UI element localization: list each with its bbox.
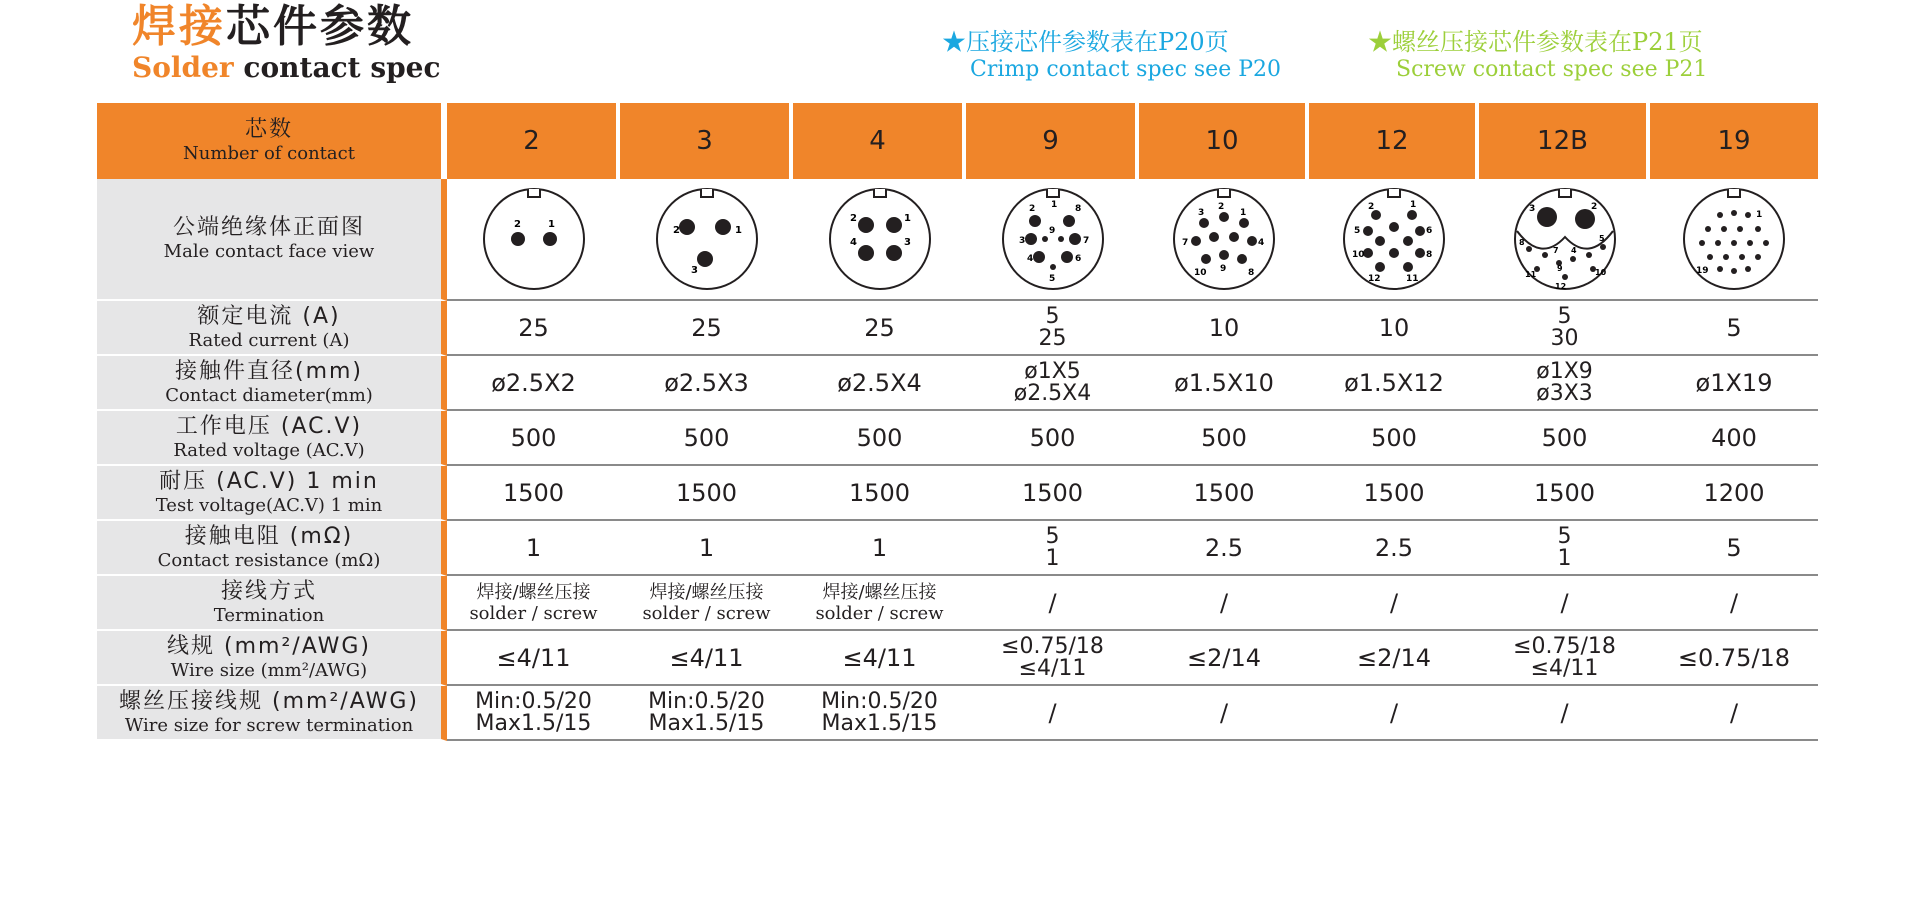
table-cell [1139,411,1309,466]
row-label [97,576,447,631]
cell-value: solder / screw [815,602,944,624]
cell-value: / [1048,698,1057,727]
row-label-en: Rated voltage (AC.V) [173,439,365,461]
cell-value: 25 [691,313,722,342]
cell-value: ≤4/11 [669,643,744,672]
cell-value: 1 [1557,545,1572,571]
table-cell [447,411,620,466]
table-cell [447,686,620,741]
cell-value: ≤4/11 [496,643,571,672]
table-cell [447,576,620,631]
cell-value: 焊接/螺丝压接 [649,581,764,603]
table-row [97,466,1818,521]
contact-face-10-icon [1168,181,1280,293]
table-cell [1309,411,1479,466]
face-view-row [97,179,1818,301]
table-cell [1650,466,1818,521]
table-cell [793,301,966,356]
cell-value: Max1.5/15 [648,710,765,736]
svg-text:4: 4 [1570,245,1577,255]
cell-value: ø3X3 [1536,380,1593,406]
cell-value: ø2.5X4 [837,368,922,397]
header-label-cell [97,103,447,179]
svg-text:9: 9 [1556,263,1563,273]
column-header: 12 [1309,103,1479,179]
row-label-cn: 接触电阻 (mΩ) [184,523,354,549]
contact-face-12b-icon [1509,181,1621,293]
row-label-en: Test voltage(AC.V) 1 min [155,494,383,516]
cell-value: 10 [1208,313,1240,342]
row-label [97,466,447,521]
svg-text:1: 1 [1050,199,1057,210]
table-row [97,411,1818,466]
svg-text:2: 2 [849,212,857,224]
table-cell [1139,301,1309,356]
svg-text:6: 6 [1074,253,1081,264]
cell-value: ø2.5X4 [1013,380,1092,406]
svg-text:4: 4 [1026,253,1033,264]
row-label [97,356,447,411]
table-cell [793,466,966,521]
svg-text:8: 8 [1426,249,1433,260]
svg-text:4: 4 [849,236,857,248]
table-cell [966,686,1139,741]
row-label-cn: 接触件直径(mm) [174,358,364,384]
cell-value: ø2.5X3 [664,368,749,397]
svg-text:3: 3 [903,236,911,248]
column-header: 4 [793,103,966,179]
table-cell [1309,356,1479,411]
cell-value: 500 [510,423,557,452]
table-cell [793,576,966,631]
svg-text:7: 7 [1182,237,1189,248]
svg-text:10: 10 [1594,267,1606,277]
cell-value: 500 [1201,423,1247,452]
cell-value: 1 [698,533,715,562]
contact-face-4-icon [824,181,936,293]
svg-text:2: 2 [513,218,521,230]
cell-value: 1500 [1021,478,1084,507]
svg-text:7: 7 [1082,235,1089,246]
screw-note [1368,28,1707,84]
row-label-cn: 公端绝缘体正面图 [172,215,365,240]
cell-value: ≤0.75/18 [1513,633,1616,659]
cell-value: 500 [1371,423,1417,452]
svg-text:1: 1 [903,212,911,224]
title-cn-rest: 芯件参数 [226,1,414,52]
row-label-cn: 额定电流 (A) [197,303,341,329]
cell-value: ø2.5X2 [491,368,576,397]
face-cell [1650,179,1818,301]
column-header: 19 [1650,103,1818,179]
svg-text:6: 6 [1426,225,1433,236]
svg-text:2: 2 [1028,203,1035,214]
svg-text:8: 8 [1074,203,1081,214]
cell-value: Min:0.5/20 [821,688,938,714]
svg-text:5: 5 [1354,225,1361,236]
svg-text:2: 2 [672,224,680,236]
table-cell [620,301,793,356]
contact-face-19-icon [1678,181,1790,293]
svg-text:12: 12 [1368,273,1381,284]
svg-text:11: 11 [1406,273,1419,284]
cell-value: 1500 [1193,478,1255,507]
row-label [97,631,447,686]
table-cell [793,686,966,741]
svg-text:3: 3 [1528,203,1535,214]
table-cell [1309,521,1479,576]
cell-value: / [1389,698,1399,727]
screw-note-en: Screw contact spec see P21 [1396,57,1708,82]
table-cell [793,411,966,466]
cell-value: / [1219,698,1229,727]
crimp-note [942,28,1281,84]
column-header: 12B [1479,103,1650,179]
cell-value: Min:0.5/20 [475,688,592,714]
table-cell [620,521,793,576]
header-label-en: Number of contact [183,143,355,164]
table-row [97,356,1818,411]
face-cell [447,179,620,301]
table-cell [1139,686,1309,741]
table-cell [447,631,620,686]
column-header: 2 [447,103,620,179]
svg-text:1: 1 [547,218,555,230]
crimp-note-cn: ★压接芯件参数表在P20页 [942,28,1229,56]
cell-value: 2.5 [1204,533,1244,562]
cell-value: 5 [1557,523,1572,549]
cell-value: solder / screw [642,602,771,624]
cell-value: 2.5 [1374,533,1414,562]
cell-value: Max1.5/15 [821,710,938,736]
table-cell [1309,686,1479,741]
table-cell [620,576,793,631]
face-cell [1479,179,1650,301]
table-row [97,576,1818,631]
table-cell [1479,631,1650,686]
cell-value: 30 [1550,325,1579,351]
cell-value: 400 [1711,423,1757,452]
table-cell [966,301,1139,356]
header-label-cn: 芯数 [244,117,293,142]
svg-text:1: 1 [734,224,742,236]
cell-value: / [1560,588,1569,617]
face-cell [1309,179,1479,301]
table-cell [1479,686,1650,741]
column-header: 10 [1139,103,1309,179]
cell-value: 5 [1045,523,1060,549]
cell-value: 5 [1045,303,1060,329]
row-label-en: Contact diameter(mm) [165,384,373,406]
table-row [97,301,1818,356]
face-cell [1139,179,1309,301]
cell-value: 1 [1045,545,1060,571]
svg-text:3: 3 [690,264,698,276]
table-cell [1479,356,1650,411]
cell-value: ø1X5 [1024,358,1081,384]
cell-value: 1 [525,533,542,562]
cell-value: ø1.5X12 [1344,368,1444,397]
cell-value: ≤4/11 [842,643,917,672]
row-label-cn: 螺丝压接线规 (mm²/AWG) [119,688,419,714]
table-cell [447,301,620,356]
table-row [97,521,1818,576]
table-cell [620,686,793,741]
row-label-cn: 耐压 (AC.V) 1 min [159,468,379,494]
table-cell [966,411,1139,466]
svg-text:11: 11 [1524,269,1536,279]
contact-face-3-icon [651,181,763,293]
table-cell [1479,411,1650,466]
cell-value: 1 [871,533,888,562]
column-header: 9 [966,103,1139,179]
cell-value: Min:0.5/20 [648,688,765,714]
table-cell [1139,356,1309,411]
table-cell [447,466,620,521]
cell-value: / [1048,588,1057,617]
table-cell [620,466,793,521]
cell-value: 500 [1029,423,1076,452]
svg-text:9: 9 [1048,225,1055,236]
svg-text:2: 2 [1218,201,1225,212]
cell-value: / [1729,588,1739,617]
table-cell [447,356,620,411]
row-label [97,301,447,356]
page-title-cn [132,2,414,52]
column-header: 3 [620,103,793,179]
cell-value: / [1219,588,1229,617]
cell-value: 焊接/螺丝压接 [476,581,591,603]
svg-text:10: 10 [1194,267,1207,278]
row-label-en: Wire size for screw termination [124,714,414,736]
table-cell [1650,576,1818,631]
cell-value: solder / screw [469,602,598,624]
table-row [97,686,1818,741]
title-cn-highlight: 焊接 [132,1,226,52]
table-cell [1650,521,1818,576]
svg-text:3: 3 [1198,207,1205,218]
svg-text:4: 4 [1258,237,1265,248]
table-cell [1650,356,1818,411]
table-cell [1139,521,1309,576]
cell-value: 25 [1038,325,1067,351]
svg-text:5: 5 [1048,273,1055,284]
table-cell [1309,466,1479,521]
table-cell [620,631,793,686]
title-en-rest: contact spec [233,51,441,84]
svg-text:1: 1 [1410,199,1417,210]
cell-value: 1500 [1533,478,1596,507]
table-cell [1309,576,1479,631]
row-label-en: Wire size (mm²/AWG) [170,659,368,681]
face-cell [793,179,966,301]
row-label-en: Termination [213,604,325,626]
table-cell [793,356,966,411]
table-cell [966,356,1139,411]
table-cell [1309,301,1479,356]
svg-text:7: 7 [1552,245,1559,255]
svg-text:19: 19 [1696,265,1709,276]
cell-value: ø1X9 [1536,358,1593,384]
row-label [97,686,447,741]
page-title-en [132,52,441,84]
table-cell [966,521,1139,576]
cell-value: / [1389,588,1399,617]
cell-value: ≤0.75/18 [1677,643,1791,672]
svg-text:5: 5 [1598,233,1605,243]
svg-text:8: 8 [1518,237,1525,247]
table-cell [966,466,1139,521]
cell-value: 5 [1726,313,1742,342]
table-cell [793,631,966,686]
table-cell [966,576,1139,631]
table-cell [620,411,793,466]
table-cell [1139,631,1309,686]
row-label [97,179,447,301]
cell-value: ≤0.75/18 [1001,633,1104,659]
cell-value: 焊接/螺丝压接 [822,581,937,603]
svg-text:1: 1 [1240,207,1247,218]
contact-face-9-icon [997,181,1109,293]
svg-text:12: 12 [1554,281,1566,291]
cell-value: ≤2/14 [1186,643,1261,672]
crimp-note-en: Crimp contact spec see P20 [970,57,1281,82]
cell-value: ≤4/11 [1018,655,1087,681]
table-cell [447,521,620,576]
row-label [97,411,447,466]
row-label-cn: 接线方式 [220,578,317,604]
table-cell [1479,576,1650,631]
svg-text:1: 1 [1756,209,1763,220]
cell-value: 5 [1726,533,1742,562]
row-label-en: Rated current (A) [188,329,350,351]
table-cell [1650,631,1818,686]
cell-value: 1200 [1703,478,1765,507]
cell-value: Max1.5/15 [475,710,592,736]
cell-value: 500 [856,423,903,452]
row-label-cn: 工作电压 (AC.V) [175,413,363,439]
face-cell [620,179,793,301]
table-row [97,631,1818,686]
cell-value: ≤2/14 [1356,643,1431,672]
table-cell [1650,686,1818,741]
table-cell [1139,576,1309,631]
cell-value: 500 [1541,423,1588,452]
contact-face-2-icon [478,181,590,293]
table-cell [1479,521,1650,576]
table-cell [793,521,966,576]
table-cell [1309,631,1479,686]
face-cell [966,179,1139,301]
screw-note-cn: ★螺丝压接芯件参数表在P21页 [1368,28,1703,56]
table-cell [1139,466,1309,521]
cell-value: 500 [683,423,730,452]
spec-table [97,103,1818,741]
row-label [97,521,447,576]
svg-text:9: 9 [1220,263,1227,274]
cell-value: ≤4/11 [1530,655,1599,681]
svg-text:8: 8 [1248,267,1255,278]
contact-face-12-icon [1338,181,1450,293]
svg-text:2: 2 [1590,201,1597,212]
cell-value: 25 [864,313,895,342]
cell-value: 1500 [848,478,911,507]
row-label-en: Contact resistance (mΩ) [157,549,381,571]
title-en-highlight: Solder [132,51,234,84]
cell-value: 1500 [502,478,565,507]
row-label-cn: 线规 (mm²/AWG) [167,633,371,659]
table-cell [1650,301,1818,356]
table-cell [1479,301,1650,356]
svg-text:10: 10 [1352,249,1365,260]
cell-value: 5 [1557,303,1572,329]
table-header-row [97,103,1818,179]
cell-value: ø1X19 [1695,368,1773,397]
cell-value: 10 [1378,313,1410,342]
cell-value: ø1.5X10 [1174,368,1274,397]
table-cell [1650,411,1818,466]
cell-value: 1500 [1363,478,1425,507]
cell-value: 25 [518,313,549,342]
cell-value: 1500 [675,478,738,507]
table-cell [620,356,793,411]
cell-value: / [1729,698,1739,727]
table-cell [966,631,1139,686]
cell-value: / [1560,698,1569,727]
svg-text:2: 2 [1368,201,1375,212]
row-label-en: Male contact face view [163,241,375,262]
svg-text:3: 3 [1018,235,1025,246]
table-cell [1479,466,1650,521]
